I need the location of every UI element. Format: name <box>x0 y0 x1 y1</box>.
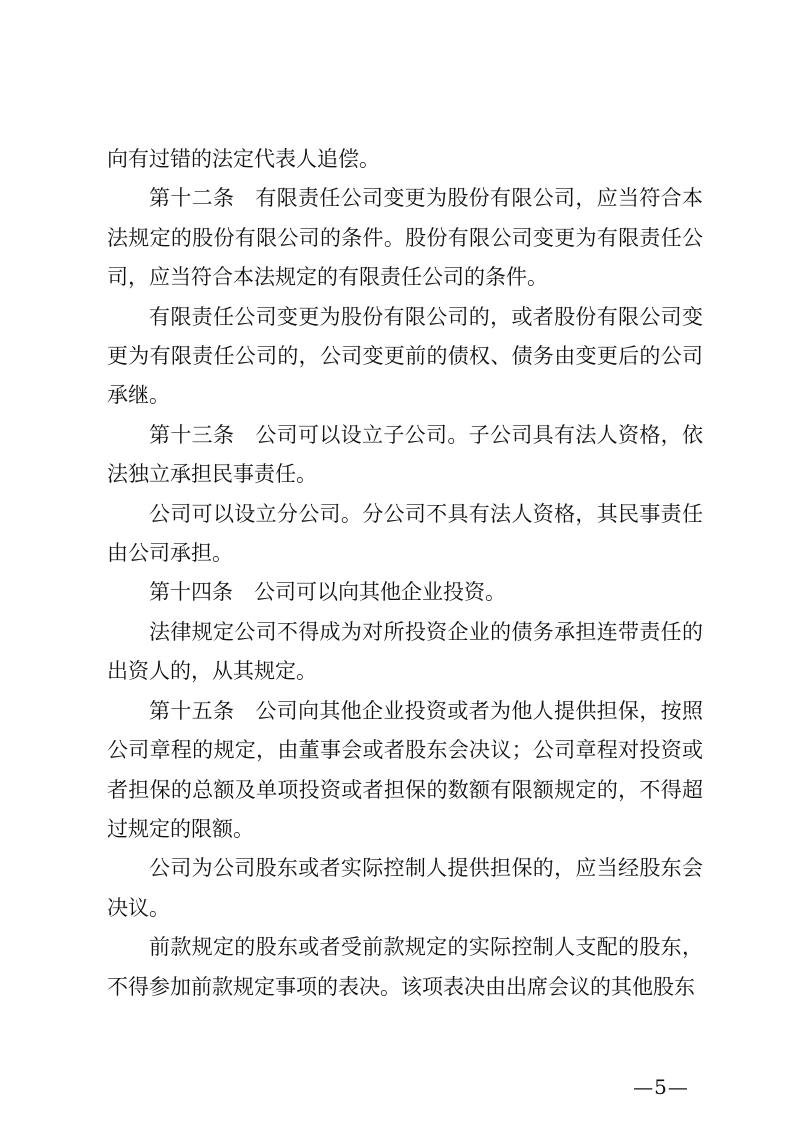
paragraph <box>107 416 703 495</box>
paragraph <box>107 928 703 1007</box>
paragraph <box>107 692 703 850</box>
article-number: 第十三条 <box>149 422 235 447</box>
paragraph-text: 公司向其他企业投资或者为他人提供担保，按照公司章程的规定，由董事会或者股东会决议；公司章程对投资或者担保的总额及单项投资或者担保的数额有限额规定的，不得超过规定的限额。 <box>107 698 704 841</box>
paragraph-text: 向有过错的法定代表人追偿。 <box>107 147 380 171</box>
paragraph-text: 法律规定公司不得成为对所投资企业的债务承担连带责任的出资人的，从其规定。 <box>107 619 703 684</box>
paragraph-text: 前款规定的股东或者受前款规定的实际控制人支配的股东，不得参加前款规定事项的表决。该项表决由出席会议的其他股东 <box>107 935 703 999</box>
article-number: 第十四条 <box>149 580 233 605</box>
article-number: 第十二条 <box>149 186 235 211</box>
article-number: 第十五条 <box>149 698 235 723</box>
paragraph-text: 公司为公司股东或者实际控制人提供担保的，应当经股东会决议。 <box>107 856 703 920</box>
paragraph <box>107 495 703 574</box>
paragraph-text: 公司可以设立分公司。分公司不具有法人资格，其民事责任由公司承担。 <box>107 501 703 566</box>
paragraph <box>107 573 703 612</box>
paragraph <box>107 298 703 416</box>
page-number: —5— <box>633 1075 689 1099</box>
paragraph <box>107 140 703 179</box>
paragraph <box>107 613 703 692</box>
paragraph-text: 公司可以向其他企业投资。 <box>254 580 506 605</box>
document-body <box>107 140 703 1007</box>
paragraph-text: 有限责任公司变更为股份有限公司的，或者股份有限公司变更为有限责任公司的，公司变更前的债权、债务由变更后的公司承继。 <box>107 304 703 408</box>
paragraph <box>107 849 703 928</box>
paragraph-text: 有限责任公司变更为股份有限公司，应当符合本法规定的股份有限公司的条件。股份有限公司变更为有限责任公司，应当符合本法规定的有限责任公司的条件。 <box>107 186 704 290</box>
paragraph <box>107 179 703 297</box>
paragraph-text: 公司可以设立子公司。子公司具有法人资格，依法独立承担民事责任。 <box>107 422 704 487</box>
